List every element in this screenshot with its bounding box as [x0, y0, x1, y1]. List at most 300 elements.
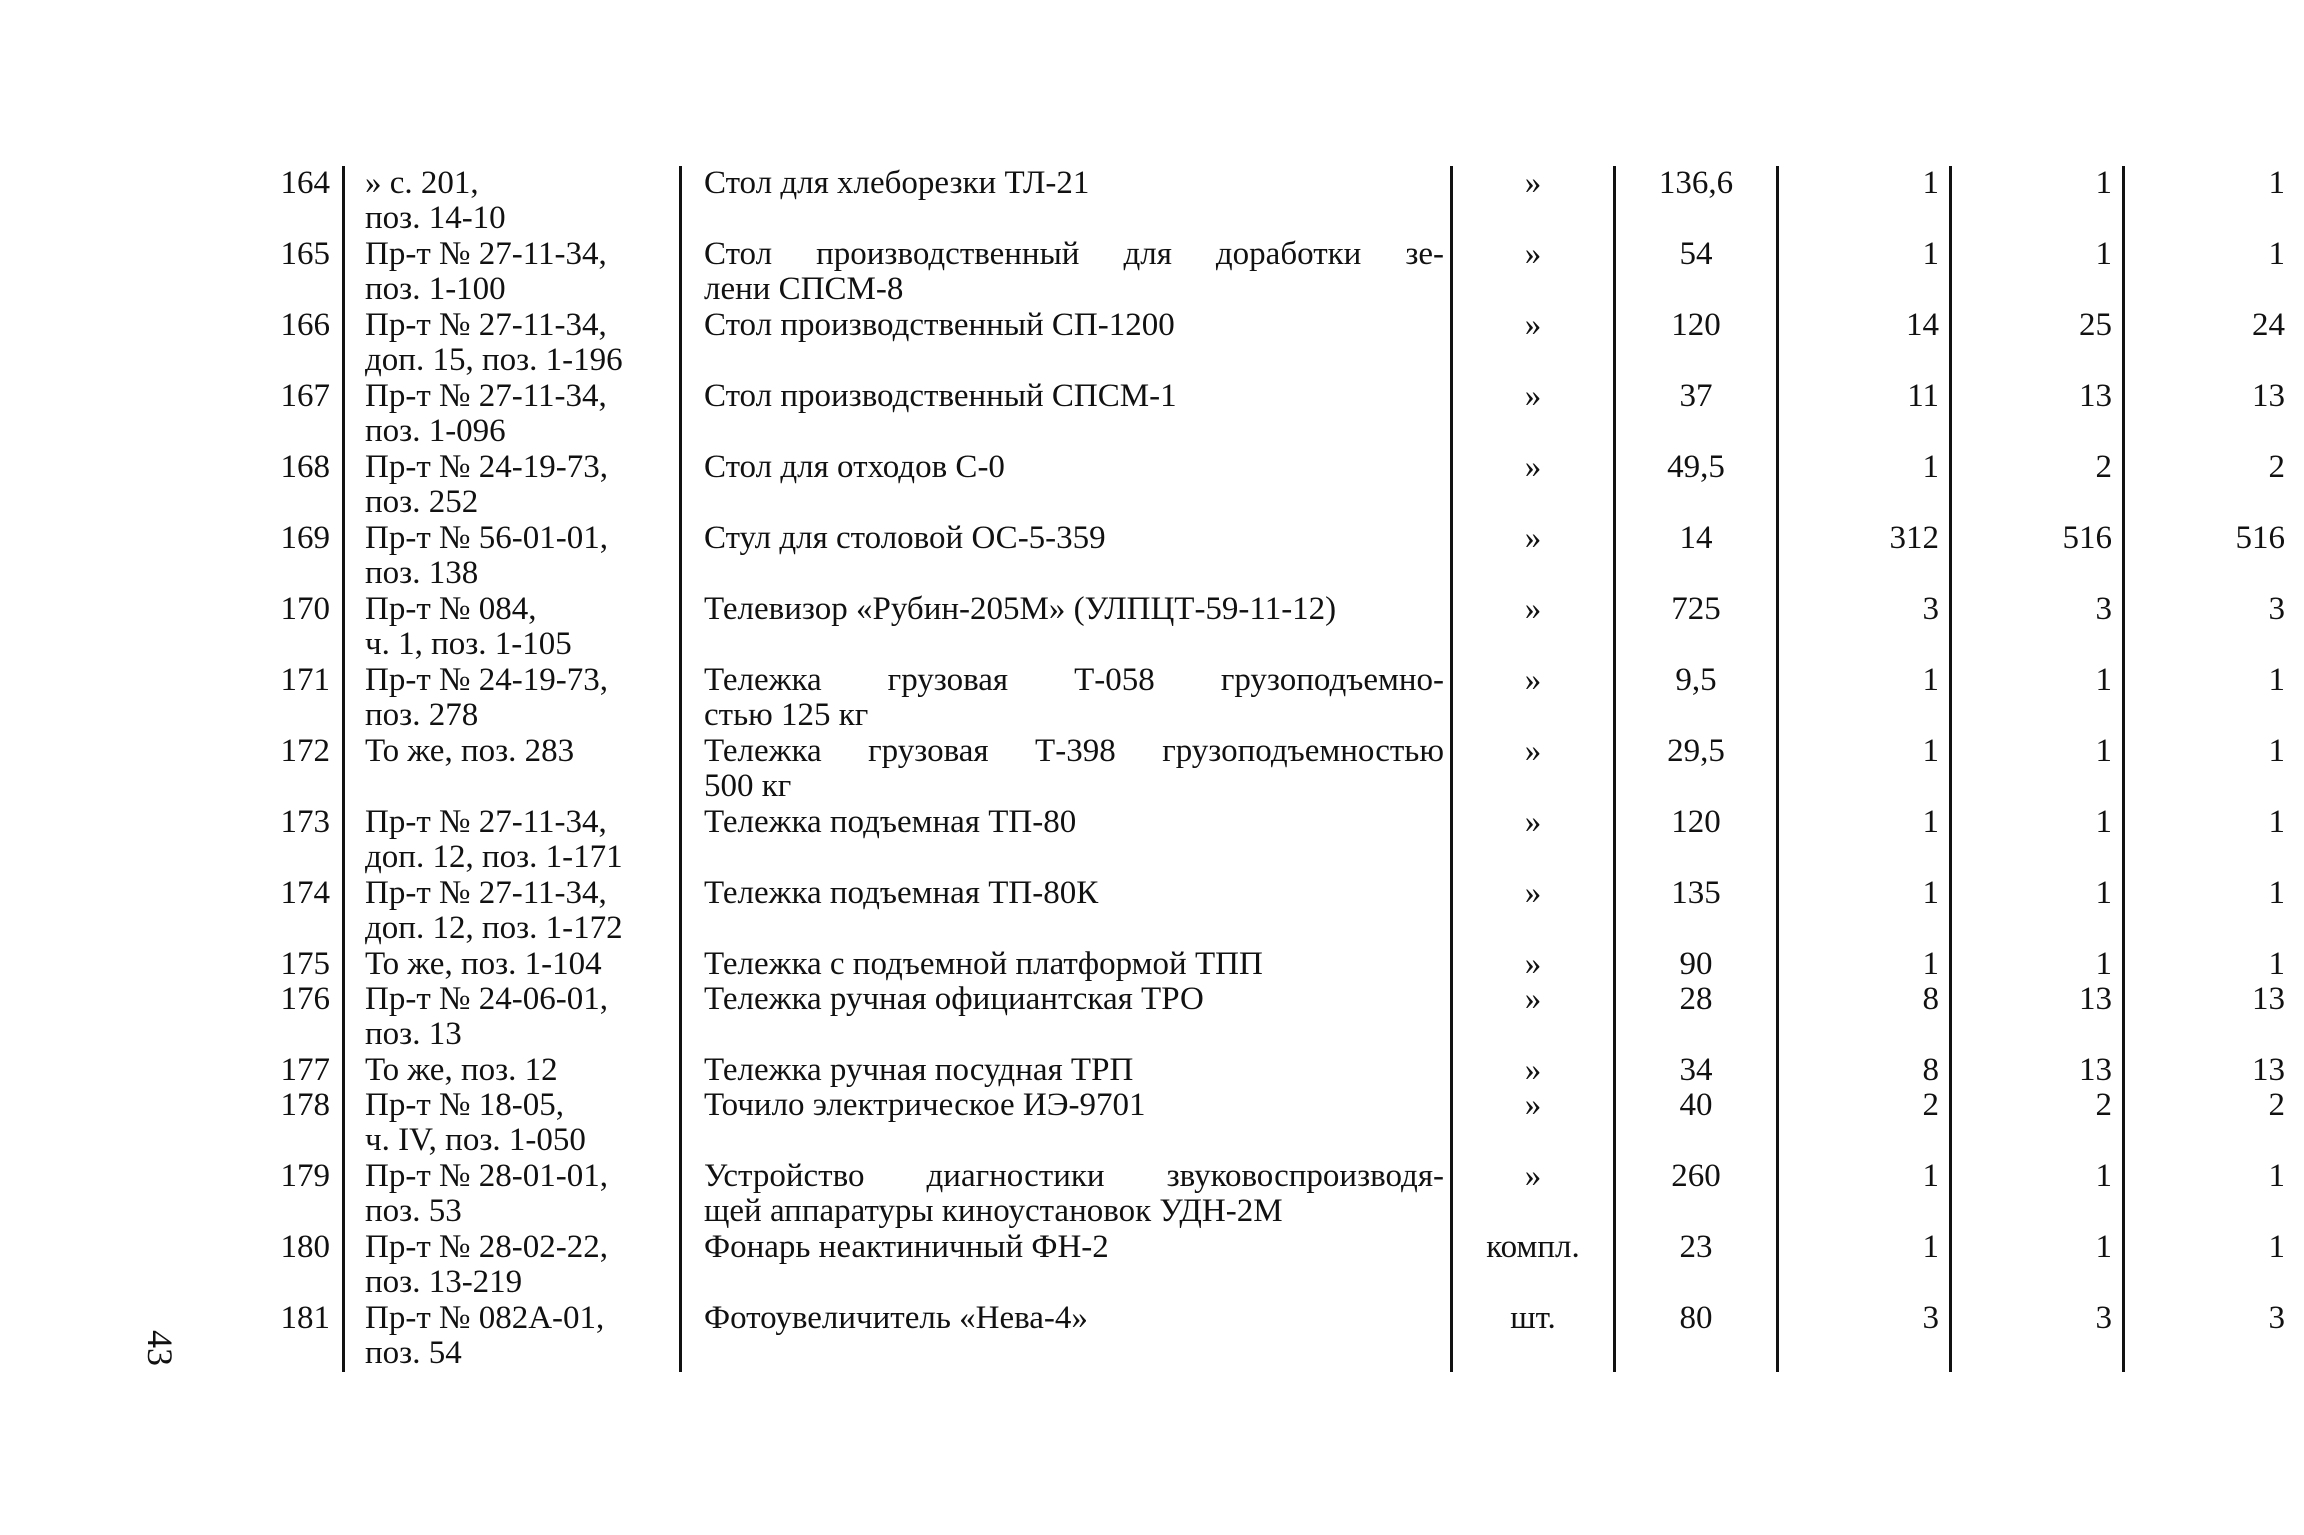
cell-text: Пр-т № 27-11-34,: [365, 876, 607, 911]
cell-text: 1: [1922, 237, 1939, 272]
table-row: [230, 876, 2295, 947]
item-name-cell: [681, 166, 1452, 237]
cell-text: 1: [2095, 734, 2112, 769]
reference-cell: [344, 982, 681, 1053]
reference-cell: [344, 947, 681, 982]
unit-cell: [1452, 166, 1615, 237]
quantity-3-cell: [2124, 734, 2296, 805]
cell-text: 2: [1922, 1088, 1939, 1123]
cell-text: »: [1524, 521, 1542, 556]
quantity-1-cell: [1778, 450, 1951, 521]
quantity-1-cell: [1778, 1053, 1951, 1088]
cell-text: 28: [1679, 982, 1713, 1017]
quantity-3-cell: [2124, 1301, 2296, 1372]
cell-text: »: [1524, 947, 1542, 982]
cell-text: 1: [2268, 947, 2285, 982]
quantity-3-cell: [2124, 1230, 2296, 1301]
cell-text: Тележка подъемная ТП-80: [704, 805, 1077, 840]
cell-text: 40: [1679, 1088, 1713, 1123]
table-row: [230, 237, 2295, 308]
cell-text: компл.: [1486, 1230, 1580, 1265]
price-cell: [1615, 450, 1778, 521]
cell-text: 2: [2095, 450, 2112, 485]
cell-text: »: [1524, 876, 1542, 911]
cell-text: 2: [2095, 1088, 2112, 1123]
table-row: [230, 947, 2295, 982]
item-name-cell: [681, 237, 1452, 308]
price-cell: [1615, 734, 1778, 805]
quantity-3-cell: [2124, 450, 2296, 521]
price-cell: [1615, 166, 1778, 237]
cell-text: лени СПСМ-8: [704, 271, 904, 307]
row-number: [230, 1230, 344, 1301]
item-name-cell: [681, 308, 1452, 379]
cell-text: доп. 12, поз. 1-172: [365, 910, 623, 946]
price-cell: [1615, 1159, 1778, 1230]
quantity-2-cell: [1951, 734, 2124, 805]
cell-text: 1: [2268, 663, 2285, 698]
unit-cell: [1452, 805, 1615, 876]
cell-text: Пр-т № 24-19-73,: [365, 663, 608, 698]
cell-text: 8: [1922, 1053, 1939, 1088]
cell-text: 1: [2268, 805, 2285, 840]
cell-text: ч. 1, поз. 1-105: [365, 626, 572, 662]
cell-text: поз. 252: [365, 484, 479, 520]
unit-cell: [1452, 521, 1615, 592]
item-name-cell: [681, 734, 1452, 805]
cell-text: 1: [2095, 1159, 2112, 1194]
price-cell: [1615, 1230, 1778, 1301]
row-number: [230, 947, 344, 982]
cell-text: »: [1524, 237, 1542, 272]
cell-text: »: [1524, 663, 1542, 698]
cell-text: 1: [1922, 1159, 1939, 1194]
table-row: [230, 1159, 2295, 1230]
cell-text: 175: [280, 947, 330, 982]
quantity-2-cell: [1951, 805, 2124, 876]
cell-text: Тележка подъемная ТП-80К: [704, 876, 1099, 911]
unit-cell: [1452, 379, 1615, 450]
cell-text: 49,5: [1667, 450, 1725, 485]
cell-text: 120: [1671, 805, 1721, 840]
cell-text: 172: [280, 734, 330, 769]
cell-text: 1: [2268, 1230, 2285, 1265]
quantity-1-cell: [1778, 237, 1951, 308]
cell-text: 179: [280, 1159, 330, 1194]
unit-cell: [1452, 947, 1615, 982]
reference-cell: [344, 521, 681, 592]
cell-text: шт.: [1510, 1301, 1556, 1336]
table-row: [230, 450, 2295, 521]
cell-text: 2: [2268, 450, 2285, 485]
quantity-2-cell: [1951, 1088, 2124, 1159]
quantity-2-cell: [1951, 876, 2124, 947]
table-row: [230, 592, 2295, 663]
table-row: [230, 1301, 2295, 1372]
cell-text: Стул для столовой ОС-5-359: [704, 521, 1106, 556]
table-row: [230, 166, 2295, 237]
unit-cell: [1452, 734, 1615, 805]
quantity-1-cell: [1778, 166, 1951, 237]
reference-cell: [344, 166, 681, 237]
cell-text: 2: [2268, 1088, 2285, 1123]
quantity-2-cell: [1951, 663, 2124, 734]
quantity-3-cell: [2124, 1159, 2296, 1230]
cell-text: Тележка грузовая Т-058 грузоподъемно-: [704, 663, 1444, 698]
price-cell: [1615, 663, 1778, 734]
unit-cell: [1452, 237, 1615, 308]
unit-cell: [1452, 308, 1615, 379]
quantity-3-cell: [2124, 805, 2296, 876]
reference-cell: [344, 379, 681, 450]
item-name-cell: [681, 450, 1452, 521]
cell-text: 3: [2095, 1301, 2112, 1336]
cell-text: поз. 13-219: [365, 1264, 523, 1300]
table-row: [230, 1088, 2295, 1159]
cell-text: 90: [1679, 947, 1713, 982]
table-row: [230, 982, 2295, 1053]
unit-cell: [1452, 982, 1615, 1053]
row-number: [230, 876, 344, 947]
table-row: [230, 1230, 2295, 1301]
cell-text: поз. 138: [365, 555, 479, 591]
row-number: [230, 1301, 344, 1372]
cell-text: Стол производственный для доработки зе-: [704, 237, 1444, 272]
cell-text: 181: [280, 1301, 330, 1336]
quantity-2-cell: [1951, 379, 2124, 450]
cell-text: 1: [2095, 166, 2112, 201]
cell-text: 173: [280, 805, 330, 840]
cell-text: Пр-т № 24-19-73,: [365, 450, 608, 485]
quantity-1-cell: [1778, 1159, 1951, 1230]
quantity-3-cell: [2124, 1053, 2296, 1088]
quantity-2-cell: [1951, 1053, 2124, 1088]
quantity-2-cell: [1951, 1301, 2124, 1372]
cell-text: 260: [1671, 1159, 1721, 1194]
cell-text: 169: [280, 521, 330, 556]
cell-text: Пр-т № 084,: [365, 592, 537, 627]
cell-text: поз. 1-096: [365, 413, 506, 449]
row-number: [230, 663, 344, 734]
item-name-cell: [681, 1301, 1452, 1372]
cell-text: 14: [1906, 308, 1939, 343]
cell-text: доп. 12, поз. 1-171: [365, 839, 623, 875]
cell-text: 1: [2268, 237, 2285, 272]
cell-text: Стол производственный СПСМ-1: [704, 379, 1177, 414]
table-row: [230, 805, 2295, 876]
cell-text: 166: [280, 308, 330, 343]
item-name-cell: [681, 521, 1452, 592]
quantity-3-cell: [2124, 947, 2296, 982]
row-number: [230, 521, 344, 592]
reference-cell: [344, 1301, 681, 1372]
price-cell: [1615, 982, 1778, 1053]
cell-text: Пр-т № 56-01-01,: [365, 521, 608, 556]
cell-text: 13: [2252, 379, 2285, 414]
cell-text: 80: [1679, 1301, 1713, 1336]
quantity-3-cell: [2124, 592, 2296, 663]
cell-text: доп. 15, поз. 1-196: [365, 342, 623, 378]
equipment-table: [230, 166, 2295, 1372]
cell-text: поз. 54: [365, 1335, 462, 1371]
unit-cell: [1452, 1159, 1615, 1230]
cell-text: 500 кг: [704, 768, 792, 804]
cell-text: 3: [2268, 1301, 2285, 1336]
cell-text: 1: [1922, 663, 1939, 698]
table-row: [230, 308, 2295, 379]
cell-text: 165: [280, 237, 330, 272]
item-name-cell: [681, 1053, 1452, 1088]
price-cell: [1615, 308, 1778, 379]
cell-text: поз. 53: [365, 1193, 462, 1229]
quantity-1-cell: [1778, 1301, 1951, 1372]
cell-text: Пр-т № 27-11-34,: [365, 308, 607, 343]
cell-text: »: [1524, 734, 1542, 769]
cell-text: 23: [1679, 1230, 1713, 1265]
reference-cell: [344, 1088, 681, 1159]
cell-text: 1: [1922, 166, 1939, 201]
quantity-1-cell: [1778, 947, 1951, 982]
cell-text: 516: [2235, 521, 2285, 556]
price-cell: [1615, 1053, 1778, 1088]
table-row: [230, 1053, 2295, 1088]
price-cell: [1615, 1088, 1778, 1159]
table-row: [230, 379, 2295, 450]
cell-text: 1: [1922, 876, 1939, 911]
unit-cell: [1452, 450, 1615, 521]
quantity-2-cell: [1951, 308, 2124, 379]
cell-text: 29,5: [1667, 734, 1725, 769]
row-number: [230, 379, 344, 450]
quantity-3-cell: [2124, 982, 2296, 1053]
cell-text: 54: [1679, 237, 1713, 272]
quantity-2-cell: [1951, 237, 2124, 308]
cell-text: 37: [1679, 379, 1713, 414]
cell-text: 13: [2252, 982, 2285, 1017]
quantity-1-cell: [1778, 982, 1951, 1053]
cell-text: 13: [2079, 379, 2112, 414]
quantity-3-cell: [2124, 379, 2296, 450]
cell-text: 1: [1922, 1230, 1939, 1265]
unit-cell: [1452, 1053, 1615, 1088]
cell-text: Фонарь неактиничный ФН-2: [704, 1230, 1109, 1265]
cell-text: 11: [1907, 379, 1939, 414]
reference-cell: [344, 592, 681, 663]
quantity-2-cell: [1951, 450, 2124, 521]
price-cell: [1615, 521, 1778, 592]
quantity-3-cell: [2124, 521, 2296, 592]
cell-text: 1: [2268, 876, 2285, 911]
quantity-2-cell: [1951, 592, 2124, 663]
reference-cell: [344, 805, 681, 876]
quantity-3-cell: [2124, 166, 2296, 237]
cell-text: »: [1524, 450, 1542, 485]
cell-text: 24: [2252, 308, 2285, 343]
quantity-2-cell: [1951, 947, 2124, 982]
reference-cell: [344, 734, 681, 805]
cell-text: 1: [1922, 450, 1939, 485]
quantity-1-cell: [1778, 308, 1951, 379]
cell-text: 120: [1671, 308, 1721, 343]
cell-text: 1: [2095, 663, 2112, 698]
quantity-3-cell: [2124, 308, 2296, 379]
cell-text: »: [1524, 379, 1542, 414]
cell-text: Тележка грузовая Т-398 грузоподъемностью: [704, 734, 1444, 769]
row-number: [230, 1159, 344, 1230]
cell-text: Стол производственный СП-1200: [704, 308, 1175, 343]
table-body: [230, 166, 2295, 1372]
cell-text: 1: [1922, 805, 1939, 840]
quantity-2-cell: [1951, 521, 2124, 592]
cell-text: » с. 201,: [365, 166, 479, 201]
cell-text: 516: [2062, 521, 2112, 556]
item-name-cell: [681, 876, 1452, 947]
cell-text: 1: [2095, 805, 2112, 840]
row-number: [230, 237, 344, 308]
row-number: [230, 450, 344, 521]
row-number: [230, 592, 344, 663]
cell-text: 3: [2095, 592, 2112, 627]
page-number: 43: [140, 1330, 180, 1366]
cell-text: Тележка ручная посудная ТРП: [704, 1053, 1134, 1088]
reference-cell: [344, 663, 681, 734]
quantity-3-cell: [2124, 1088, 2296, 1159]
quantity-1-cell: [1778, 663, 1951, 734]
item-name-cell: [681, 1230, 1452, 1301]
cell-text: поз. 13: [365, 1016, 462, 1052]
item-name-cell: [681, 947, 1452, 982]
quantity-1-cell: [1778, 876, 1951, 947]
unit-cell: [1452, 1088, 1615, 1159]
cell-text: Стол для хлеборезки ТЛ-21: [704, 166, 1090, 201]
table-row: [230, 521, 2295, 592]
table-row: [230, 734, 2295, 805]
cell-text: Телевизор «Рубин-205М» (УЛПЦТ-59-11-12): [704, 592, 1337, 627]
cell-text: Пр-т № 18-05,: [365, 1088, 564, 1123]
reference-cell: [344, 876, 681, 947]
reference-cell: [344, 237, 681, 308]
unit-cell: [1452, 1301, 1615, 1372]
quantity-1-cell: [1778, 379, 1951, 450]
item-name-cell: [681, 982, 1452, 1053]
quantity-1-cell: [1778, 805, 1951, 876]
cell-text: 1: [2268, 166, 2285, 201]
cell-text: 1: [1922, 947, 1939, 982]
cell-text: 1: [2268, 1159, 2285, 1194]
unit-cell: [1452, 592, 1615, 663]
row-number: [230, 805, 344, 876]
cell-text: 135: [1671, 876, 1721, 911]
cell-text: Пр-т № 27-11-34,: [365, 237, 607, 272]
row-number: [230, 1053, 344, 1088]
cell-text: 13: [2079, 1053, 2112, 1088]
cell-text: 13: [2252, 1053, 2285, 1088]
item-name-cell: [681, 592, 1452, 663]
quantity-1-cell: [1778, 734, 1951, 805]
reference-cell: [344, 1230, 681, 1301]
price-cell: [1615, 1301, 1778, 1372]
cell-text: поз. 278: [365, 697, 479, 733]
cell-text: Точило электрическое ИЭ-9701: [704, 1088, 1146, 1123]
cell-text: Пр-т № 28-02-22,: [365, 1230, 608, 1265]
cell-text: Тележка с подъемной платформой ТПП: [704, 947, 1263, 982]
unit-cell: [1452, 663, 1615, 734]
quantity-1-cell: [1778, 1230, 1951, 1301]
row-number: [230, 982, 344, 1053]
cell-text: 136,6: [1658, 166, 1734, 201]
price-cell: [1615, 592, 1778, 663]
item-name-cell: [681, 805, 1452, 876]
cell-text: 34: [1679, 1053, 1713, 1088]
cell-text: »: [1524, 1159, 1542, 1194]
cell-text: То же, поз. 12: [365, 1053, 558, 1088]
cell-text: 25: [2079, 308, 2112, 343]
row-number: [230, 1088, 344, 1159]
cell-text: 1: [2095, 1230, 2112, 1265]
cell-text: »: [1524, 1088, 1542, 1123]
quantity-1-cell: [1778, 592, 1951, 663]
price-cell: [1615, 379, 1778, 450]
cell-text: 174: [280, 876, 330, 911]
cell-text: 170: [280, 592, 330, 627]
reference-cell: [344, 1159, 681, 1230]
cell-text: 3: [2268, 592, 2285, 627]
cell-text: 1: [2095, 947, 2112, 982]
cell-text: ч. IV, поз. 1-050: [365, 1122, 586, 1158]
cell-text: 168: [280, 450, 330, 485]
item-name-cell: [681, 1088, 1452, 1159]
cell-text: 178: [280, 1088, 330, 1123]
quantity-1-cell: [1778, 521, 1951, 592]
quantity-3-cell: [2124, 237, 2296, 308]
cell-text: »: [1524, 1053, 1542, 1088]
cell-text: 1: [2095, 876, 2112, 911]
cell-text: поз. 14-10: [365, 200, 506, 236]
cell-text: »: [1524, 805, 1542, 840]
cell-text: Тележка ручная официантская ТРО: [704, 982, 1204, 1017]
cell-text: 13: [2079, 982, 2112, 1017]
cell-text: Пр-т № 082А-01,: [365, 1301, 605, 1336]
quantity-3-cell: [2124, 876, 2296, 947]
cell-text: поз. 1-100: [365, 271, 506, 307]
cell-text: Пр-т № 28-01-01,: [365, 1159, 608, 1194]
item-name-cell: [681, 379, 1452, 450]
row-number: [230, 734, 344, 805]
cell-text: Пр-т № 27-11-34,: [365, 805, 607, 840]
price-cell: [1615, 805, 1778, 876]
row-number: [230, 308, 344, 379]
quantity-2-cell: [1951, 1159, 2124, 1230]
reference-cell: [344, 450, 681, 521]
cell-text: 1: [1922, 734, 1939, 769]
cell-text: 177: [280, 1053, 330, 1088]
cell-text: 1: [2268, 734, 2285, 769]
cell-text: »: [1524, 592, 1542, 627]
cell-text: 9,5: [1675, 663, 1717, 698]
quantity-3-cell: [2124, 663, 2296, 734]
cell-text: 176: [280, 982, 330, 1017]
cell-text: 3: [1922, 592, 1939, 627]
price-cell: [1615, 947, 1778, 982]
cell-text: »: [1524, 982, 1542, 1017]
cell-text: 164: [280, 166, 330, 201]
cell-text: 1: [2095, 237, 2112, 272]
cell-text: То же, поз. 1-104: [365, 947, 602, 982]
cell-text: 171: [280, 663, 330, 698]
unit-cell: [1452, 876, 1615, 947]
cell-text: 725: [1671, 592, 1721, 627]
unit-cell: [1452, 1230, 1615, 1301]
